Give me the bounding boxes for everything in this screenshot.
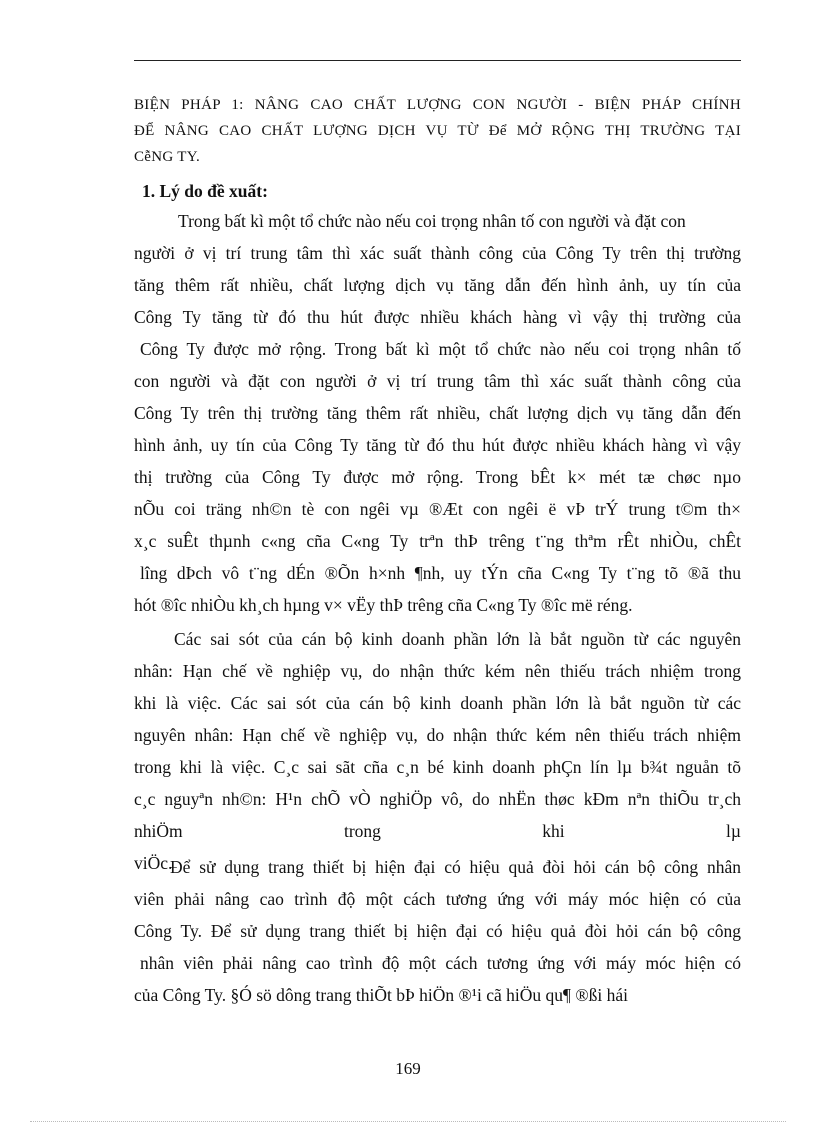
paragraph-line: hình ảnh, uy tín của Công Ty tăng từ đó thu hút được nhiều khách hàng vì vậy [134, 435, 741, 455]
page-number: 169 [395, 1059, 421, 1078]
paragraph-line: Công Ty tăng từ đó thu hút được nhiều khách hàng vì vậy thị trường của [134, 307, 741, 327]
paragraph-line: người ở vị trí trung tâm thì xác suất thành công của Công Ty trên thị trường [134, 243, 741, 263]
paragraph-line: thị trường của Công Ty được mở rộng. Trong bÊt k× mét tæ chøc nµo [134, 467, 741, 487]
paragraph-line: Công Ty trên thị trường tăng thêm rất nhiều, chất lượng dịch vụ tăng dẫn đến [134, 403, 741, 423]
paragraph-line: Trong bất kì một tổ chức nào nếu coi trọng nhân tố con người và đặt con [178, 211, 686, 231]
paragraph-3 [134, 851, 741, 1011]
header-rule [134, 60, 741, 61]
paragraph-line: c¸c nguyªn nh©n: H¹n chÕ vÒ nghiÖp vô, do nhËn thøc kÐm nªn thiÕu tr¸ch [134, 789, 741, 809]
paragraph-line: con người và đặt con người ở vị trí trung tâm thì xác suất thành công của [134, 371, 741, 391]
heading-line: CễNG TY. [134, 149, 201, 165]
paragraph-line: Để sử dụng trang thiết bị hiện đại có hiệu quả đòi hỏi cán bộ công nhân [170, 857, 741, 877]
paragraph-line: lîng dÞch vô t¨ng dÉn ®Õn h×nh ¶nh, uy tÝn cña C«ng Ty t¨ng tõ ®ã thu [140, 563, 741, 583]
paragraph-line: Công Ty. Để sử dụng trang thiết bị hiện đại có hiệu quả đòi hỏi cán bộ công [134, 921, 741, 941]
paragraph-1 [134, 205, 741, 621]
paragraph-line: nÕu coi träng nh©n tè con ngêi vµ ®Æt con ngêi ë vÞ trÝ trung t©m th× [134, 499, 741, 519]
paragraph-line: Công Ty được mở rộng. Trong bất kì một tổ chức nào nếu coi trọng nhân tố [140, 339, 741, 359]
section-title: 1. Lý do đề xuất: [142, 181, 268, 201]
paragraph-line: khi là việc. Các sai sót của cán bộ kinh doanh phần lớn là bắt nguồn từ các [134, 693, 741, 713]
paragraph-line: x¸c suÊt thµnh c«ng cña C«ng Ty trªn thÞ trêng t¨ng thªm rÊt nhiÒu, chÊt [134, 531, 741, 551]
paragraph-line: Các sai sót của cán bộ kinh doanh phần lớn là bắt nguồn từ các nguyên [174, 629, 741, 649]
paragraph-line: viên phải nâng cao trình độ một cách tương ứng với máy móc hiện có của [134, 889, 741, 909]
heading-line: ĐỂ NÂNG CAO CHẤT LƯỢNG DỊCH VỤ TỪ Để MỞ RỘNG THỊ TRƯỜNG TẠI [134, 123, 741, 139]
paragraph-line: tăng thêm rất nhiều, chất lượng dịch vụ tăng dẫn đến hình ảnh, uy tín của [134, 275, 741, 295]
paragraph-line: trong khi là việc. C¸c sai sãt cña c¸n bé kinh doanh phÇn lín lµ b¾t nguån tõ [134, 757, 741, 777]
paragraph-line: nguyên nhân: Hạn chế về nghiệp vụ, do nhận thức kém nên thiếu trách nhiệm [134, 725, 741, 745]
paragraph-line: hót ®îc nhiÒu kh¸ch hµng v× vËy thÞ trêng cña C«ng Ty ®îc më réng. [134, 595, 633, 615]
paragraph-line: nhiÖm trong khi lµ viÖc. [134, 821, 741, 873]
heading-line: BIỆN PHÁP 1: NÂNG CAO CHẤT LƯỢNG CON NGƯỜI - BIỆN PHÁP CHÍNH [134, 97, 741, 113]
paragraph-line: nhân: Hạn chế về nghiệp vụ, do nhận thức kém nên thiếu trách nhiệm trong [134, 661, 741, 681]
footer-rule [30, 1121, 786, 1122]
paragraph-line: của Công Ty. §Ó sö dông trang thiÕt bÞ hiÖn ®¹i cã hiÖu qu¶ ®ßi hái [134, 985, 628, 1005]
section-heading [134, 92, 741, 170]
paragraph-line: nhân viên phải nâng cao trình độ một cách tương ứng với máy móc hiện có [140, 953, 741, 973]
